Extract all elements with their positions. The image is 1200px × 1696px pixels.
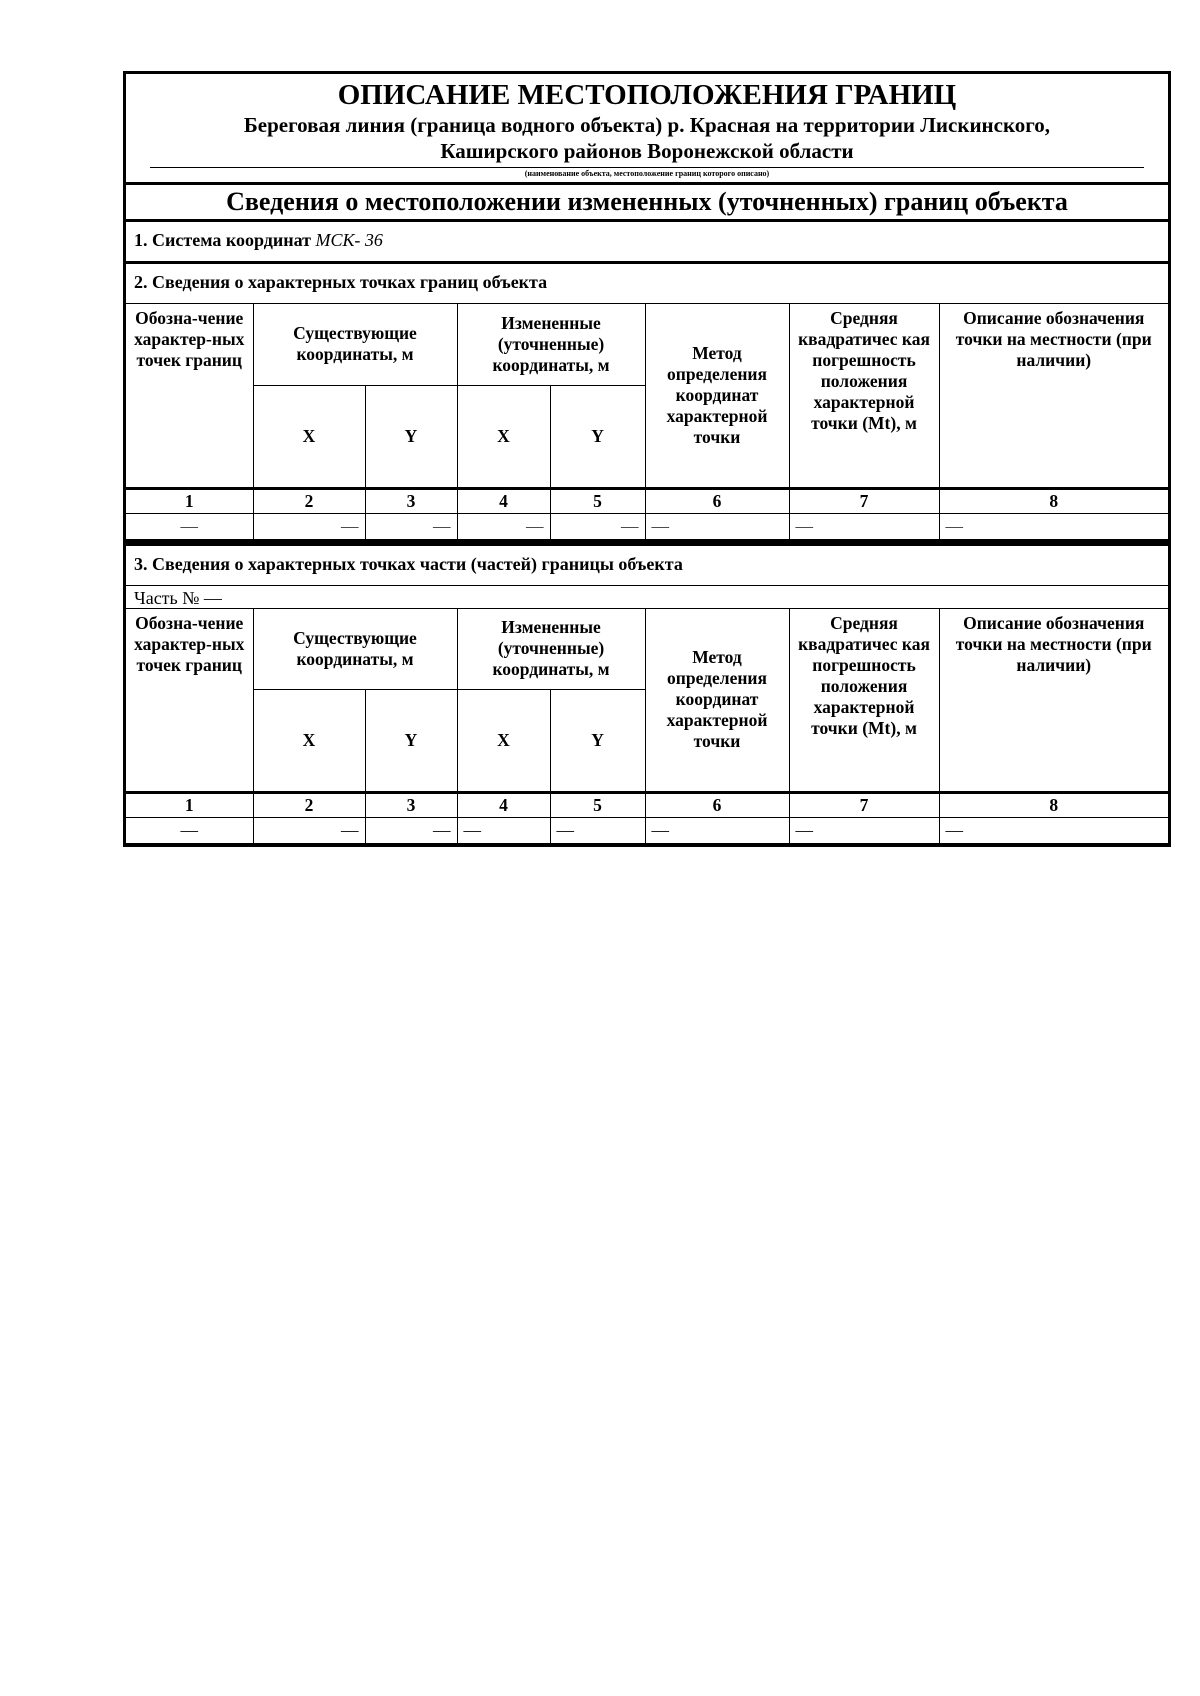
header-existing-y: Y [365,690,457,793]
document-title: ОПИСАНИЕ МЕСТОПОЛОЖЕНИЯ ГРАНИЦ [337,79,957,111]
cell-existing-y: — [365,818,457,844]
object-name-line-1: Береговая линия (граница водного объекта) р. Красная на территории Лискинского, [243,113,1051,137]
header-point-designation: Обозна-чение характер-ных точек границ [126,609,253,793]
column-number: 7 [789,793,939,818]
header-changed-y: Y [550,385,645,488]
column-number: 1 [126,793,253,818]
column-number: 2 [253,793,365,818]
header-existing-coordinates: Существующие координаты, м [253,304,457,385]
cell-method: — [645,513,789,539]
boundary-description-form [123,71,1171,847]
part-points-table [126,609,1168,845]
section-heading: Сведения о местоположении измененных (уточненных) границ объекта [126,185,1168,222]
column-number: 5 [550,488,645,513]
coordinate-system-value: МСК- 36 [315,230,383,250]
column-number: 5 [550,793,645,818]
column-number: 8 [939,488,1168,513]
header-point-description: Описание обозначения точки на местности (при наличии) [939,304,1168,488]
column-number: 7 [789,488,939,513]
column-number: 1 [126,488,253,513]
table-row [126,513,1168,539]
table-row [126,818,1168,844]
header-method: Метод определения координат характерной точки [645,609,789,793]
column-number: 8 [939,793,1168,818]
header-point-designation: Обозна-чение характер-ных точек границ [126,304,253,488]
column-number-row [126,793,1168,818]
boundary-points-table [126,304,1168,540]
cell-changed-x: — [457,818,550,844]
boundary-points-heading: 2. Сведения о характерных точках границ объекта [126,264,1168,304]
object-name-caption: (наименование объекта, местоположение границ которого описано) [524,169,770,178]
header-changed-x: X [457,690,550,793]
cell-changed-y: — [550,818,645,844]
part-points-heading: 3. Сведения о характерных точках части (частей) границы объекта [126,546,1168,586]
column-number: 6 [645,793,789,818]
part-number: Часть № — [126,586,1168,609]
column-number: 4 [457,488,550,513]
cell-changed-x: — [457,513,550,539]
column-number-row [126,488,1168,513]
cell-existing-y: — [365,513,457,539]
header-method: Метод определения координат характерной точки [645,304,789,488]
column-number: 3 [365,488,457,513]
column-number: 2 [253,488,365,513]
header-existing-x: X [253,385,365,488]
column-number: 3 [365,793,457,818]
cell-mean-square-error: — [789,513,939,539]
cell-point-designation: — [126,818,253,844]
cell-changed-y: — [550,513,645,539]
cell-point-designation: — [126,513,253,539]
header-mean-square-error: Средняя квадратичес кая погрешность положения характерной точки (Mt), м [789,609,939,793]
header-existing-coordinates: Существующие координаты, м [253,609,457,690]
cell-mean-square-error: — [789,818,939,844]
object-name-line-2: Каширского районов Воронежской области [440,139,854,163]
header-point-description: Описание обозначения точки на местности (при наличии) [939,609,1168,793]
header-changed-x: X [457,385,550,488]
header-changed-coordinates: Измененные (уточненные) координаты, м [457,609,645,690]
header-changed-y: Y [550,690,645,793]
header-mean-square-error: Средняя квадратичес кая погрешность положения характерной точки (Mt), м [789,304,939,488]
cell-point-description: — [939,513,1168,539]
column-number: 4 [457,793,550,818]
header-changed-coordinates: Измененные (уточненные) координаты, м [457,304,645,385]
coordinate-system-line [126,222,1168,264]
coordinate-system-label: 1. Система координат [134,230,316,250]
cell-existing-x: — [253,513,365,539]
header-existing-x: X [253,690,365,793]
cell-point-description: — [939,818,1168,844]
column-number: 6 [645,488,789,513]
cell-method: — [645,818,789,844]
header-existing-y: Y [365,385,457,488]
title-block [126,74,1168,185]
cell-existing-x: — [253,818,365,844]
